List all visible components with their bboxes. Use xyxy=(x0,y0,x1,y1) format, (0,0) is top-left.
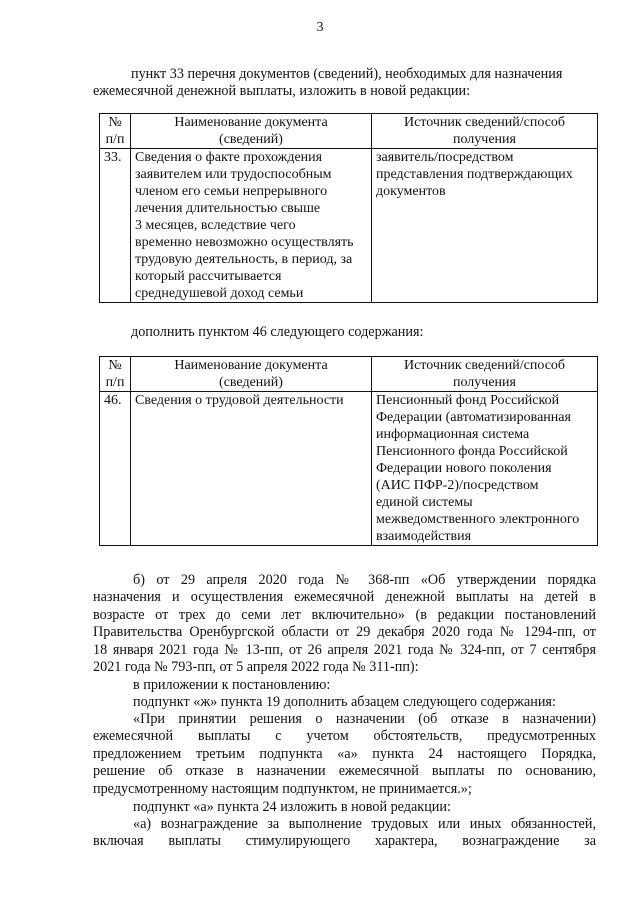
header-num: № п/п xyxy=(100,114,131,149)
subpoint-zh-line: подпункт «ж» пункта 19 дополнить абзацем следующего содержания: xyxy=(133,694,556,710)
quote-line: предусмотренному настоящим подпунктом, не принимается.»; xyxy=(93,780,472,797)
paragraph-line: возрасте от трех до семи лет включительно» (в редакции постановлений xyxy=(93,606,596,623)
documents-table-2 xyxy=(99,356,598,546)
quote-paragraph xyxy=(93,711,596,798)
header-name: Наименование документа (сведений) xyxy=(131,357,372,392)
row-source: Пенсионный фонд Российской Федерации (автоматизированная информационная система Пенсионного фонда Российской Федерации нового поколения (АИС ПФР-2)/посредством единой системы межведомственного электронного взаимодействия xyxy=(372,392,598,546)
row-name: Сведения о трудовой деятельности xyxy=(131,392,372,546)
appendix-line: в приложении к постановлению: xyxy=(133,677,331,693)
quote-line: решение об отказе в назначении ежемесячной выплаты по основанию, xyxy=(93,763,596,780)
table-header-row xyxy=(100,357,598,392)
row-source: заявитель/посредством представления подтверждающих документов xyxy=(372,149,598,303)
intro-paragraph xyxy=(93,66,590,101)
table-row xyxy=(100,149,598,303)
paragraph-line: 18 января 2021 года № 13-пп, от 26 апреля 2021 года № 324-пп, от 7 сентября xyxy=(93,641,596,658)
quote-line: ежемесячной выплаты с учетом обстоятельств, предусмотренных xyxy=(93,728,596,745)
quote-line: предложением третьим подпункта «а» пункта 24 настоящего Порядка, xyxy=(93,745,596,762)
final-line: включая выплаты стимулирующего характера, вознаграждение за xyxy=(93,833,596,850)
row-name: Сведения о факте прохождения заявителем или трудоспособным членом его семьи непрерывного лечения длительностью свыше 3 месяцев, вследствие чего временно невозможно осуществлять трудовую деятельность, в период, за который рассчитывается среднедушевой доход семьи xyxy=(131,149,372,303)
table-row xyxy=(100,392,598,546)
intro-line: ежемесячной денежной выплаты, изложить в новой редакции: xyxy=(93,83,471,100)
final-paragraph xyxy=(93,816,596,851)
paragraph-line: 2021 года № 793-пп, от 5 апреля 2022 года № 311-пп): xyxy=(93,659,419,676)
row-num: 46. xyxy=(100,392,131,546)
final-line: «а) вознаграждение за выполнение трудовых или иных обязанностей, xyxy=(133,816,596,832)
paragraph-b xyxy=(93,572,596,676)
page-number: 3 xyxy=(316,20,324,35)
header-num: № п/п xyxy=(100,357,131,392)
table-header-row xyxy=(100,114,598,149)
row-num: 33. xyxy=(100,149,131,303)
documents-table-1 xyxy=(99,113,598,303)
intro-line: пункт 33 перечня документов (сведений), необходимых для назначения xyxy=(131,66,563,82)
paragraph-line: назначения и осуществления ежемесячной денежной выплаты на детей в xyxy=(93,589,596,606)
header-source: Источник сведений/способ получения xyxy=(372,114,598,149)
paragraph-line: б) от 29 апреля 2020 года № 368-пп «Об утверждении порядка xyxy=(133,572,596,588)
quote-line: «При принятии решения о назначении (об отказе в назначении) xyxy=(133,711,596,727)
header-name: Наименование документа (сведений) xyxy=(131,114,372,149)
subpoint-a-line: подпункт «а» пункта 24 изложить в новой редакции: xyxy=(133,799,451,815)
header-source: Источник сведений/способ получения xyxy=(372,357,598,392)
supplement-line: дополнить пунктом 46 следующего содержания: xyxy=(131,324,424,340)
paragraph-line: Правительства Оренбургской области от 29 декабря 2020 года № 1294-пп, от xyxy=(93,624,596,641)
